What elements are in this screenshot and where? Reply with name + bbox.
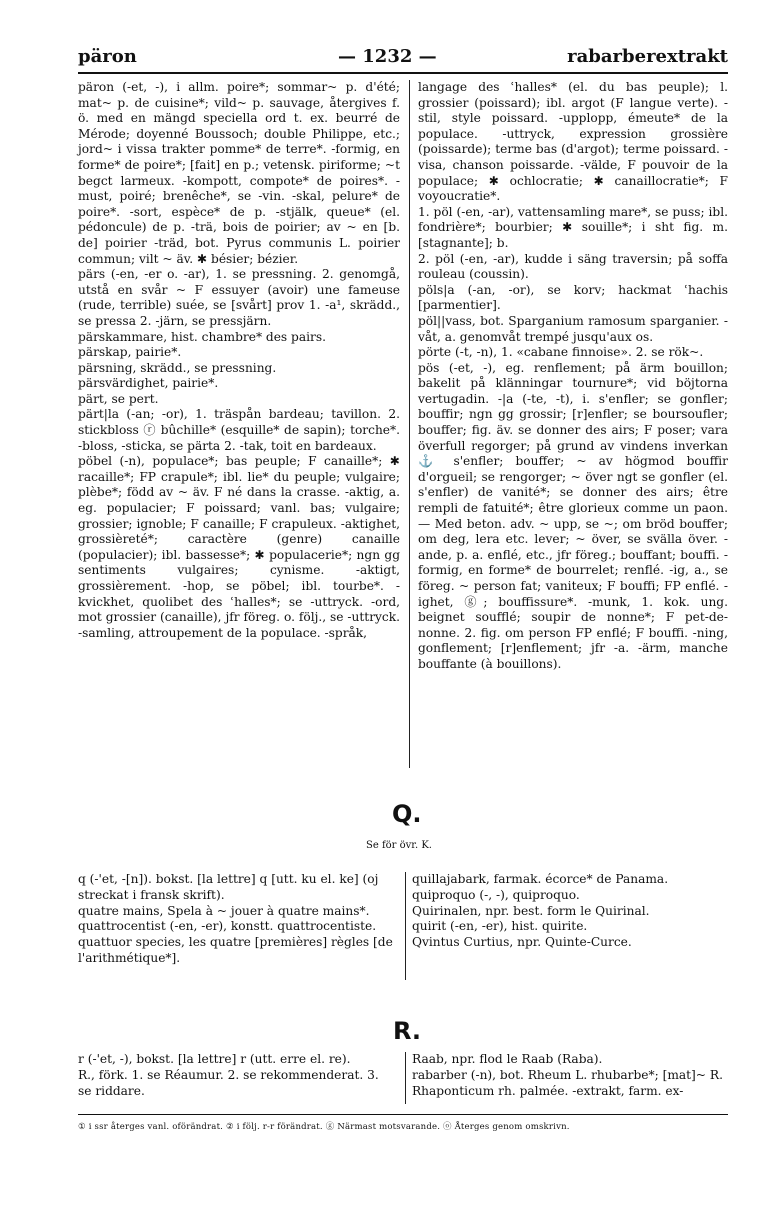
page-number: — 1232 — xyxy=(338,46,437,67)
section-q-note: Se för övr. K. xyxy=(366,840,432,851)
entry-pol-2: 2. pöl (-en, -ar), kudde i säng traversin; på soffa rouleau (coussin). xyxy=(418,251,728,282)
section-q-heading: Q. xyxy=(392,800,422,828)
entry-parskap: pärskap, pairie*. xyxy=(78,345,182,360)
footnote-rule xyxy=(78,1114,728,1115)
entry-q: q (-'et, -[n]). bokst. [la lettre] q [utt. ku el. ke] (oj streckat i fransk skrift). xyxy=(78,872,379,902)
section-r-heading: R. xyxy=(393,1017,422,1045)
entry-pars: pärs (-en, -er o. -ar), 1. se pressning. 2. genomgå, utstå en svår ~ F essuyer (avoir) une fameuse (rude, terrible) suée, se [svårt] prov 1. -a¹, skrädd., se pressa 2. -järn, se pressjärn. xyxy=(78,267,400,328)
section-q-divider xyxy=(405,872,406,980)
entry-raab: Raab, npr. flod le Raab (Raba). xyxy=(412,1052,603,1066)
header-rule xyxy=(78,72,728,74)
entry-partla: pärt|la (-an; -or), 1. träspån bardeau; tavillon. 2. stickbloss ⓡ bûchille* (esquille* de sapin); torche*. -bloss, -sticka, se pärta 2. -tak, toit en bardeaux. xyxy=(78,407,400,453)
right-column xyxy=(418,80,728,768)
entry-pobel: pöbel (-n), populace*; bas peuple; F canaille*; ✱ racaille*; FP crapule*; ibl. lie* du peuple; vulgaire; plèbe*; född av ~ äv. F né dans la crasse. -aktig, a. eg. populacier; F poissard; vanl. bas; vulgaire; grossier; ignoble; F canaille; F crapuleux. -aktighet, grossièreté*; caractère (genre) canaille (populacier); ibl. bassesse*; ✱ populacerie*; ngn gg sentiments vulgaires; cynisme. -aktigt, grossièrement. -hop, se pöbel; ibl. tourbe*. -kvickhet, quolibet des ʿhalles*; se -uttryck. -ord, mot grossier (canaille), jfr föreg. o. följ., se -uttryck. -samling, attroupement de la populace. -språk, xyxy=(78,454,400,640)
entry-quattuor-species: quattuor species, les quatre [premières] règles [de l'arithmétique*]. xyxy=(78,935,393,965)
entry-qvintus-curtius: Qvintus Curtius, npr. Quinte-Curce. xyxy=(412,935,632,950)
entry-quirit: quirit (-en, -er), hist. quirite. xyxy=(412,919,588,934)
entry-parsning: pärsning, skrädd., se pressning. xyxy=(78,360,277,375)
entry-porte: pörte (-t, -n), 1. «cabane finnoise». 2. se rök~. xyxy=(418,345,704,360)
entry-polsa: pöls|a (-an, -or), se korv; hackmat ʿhachis [parmentier]. xyxy=(418,282,728,313)
entry-rabarber: rabarber (-n), bot. Rheum L. rhubarbe*; [mat]~ R. Rhaponticum rh. palmée. -extrakt, farm. ex- xyxy=(412,1067,723,1098)
section-q-right xyxy=(412,872,728,951)
entry-quillajabark: quillajabark, farmak. écorce* de Panama. xyxy=(412,872,669,886)
entry-quatre-mains: quatre mains, Spela à ~ jouer à quatre mains*. xyxy=(78,903,370,918)
header-right-word: rabarberextrakt xyxy=(567,46,728,67)
section-r-right xyxy=(412,1052,728,1099)
entry-polvass: pöl||vass, bot. Sparganium ramosum sparganier. -våt, a. genomvåt trempé jusqu'aux os. xyxy=(418,313,728,344)
entry-pobel-cont: langage des ʿhalles* (el. du bas peuple); l. grossier (poissard); ibl. argot (F langue verte). -stil, style poissard. -upplopp, émeute* de la populace. -uttryck, expression grossière (poissarde); terme bas (d'argot); terme poissard. -visa, chanson poissarde. -välde, F pouvoir de la populace; ✱ ochlocratie; ✱ canaillocratie*; F voyoucratie*. xyxy=(418,80,728,204)
entry-quirinalen: Quirinalen, npr. best. form le Quirinal. xyxy=(412,903,650,918)
entry-pos: pös (-et, -), eg. renflement; på ärm bouillon; bakelit på klänningar tournure*; vid böjtorna vertugadin. -|a (-te, -t), i. s'enfler; se gonfler; bouffir; ngn gg grossir; [r]enfler; se boursoufler; bouffer; fig. äv. se donner des airs; F poser; vara överfull regorger; på grund av vindens inverkan ⚓ s'enfler; bouffer; ~ av högmod bouffir d'orgueil; se rengorger; ~ över ngt se gonfler (el. s'enfler) de vanité*; se donner des airs; être rempli de fatuité*; être glorieux comme un paon. — Med beton. adv. ~ upp, se ~; om bröd bouffer; om deg, lera etc. lever; ~ över, se svälla över. -ande, p. a. enflé, etc., jfr föreg.; bouffant; bouffi. -formig, en forme* de bourrelet; renflé. -ig, a., se föreg. ~ person fat; vaniteux; F bouffi; FP enflé. -ighet, ⓖ; bouffissure*. -munk, 1. kok. ung. beignet soufflé; soupir de nonne*; F pet-de-nonne. 2. fig. om person FP enflé; F bouffi. -ning, gonflement; [r]enflement; jfr -a. -ärm, manche bouffante (à bouillons). xyxy=(418,360,728,671)
entry-parsvardighet: pärsvärdighet, pairie*. xyxy=(78,376,219,391)
column-divider xyxy=(409,80,410,768)
left-column xyxy=(78,80,400,768)
section-q-left xyxy=(78,872,396,967)
entry-parskammare: pärskammare, hist. chambre* des pairs. xyxy=(78,329,326,344)
entry-r-abbrev: R., förk. 1. se Réaumur. 2. se rekommenderat. 3. se riddare. xyxy=(78,1067,379,1098)
entry-paron: päron (-et, -), i allm. poire*; sommar~ p. d'été; mat~ p. de cuisine*; vild~ p. sauvage, återgives f. ö. med en mängd speciella ord t. ex. beurré de Mérode; doyenné Boussoch; double Philippe, etc.; jord~ i vissa trakter pomme* de terre*. -formig, en forme* de poire*; [fait] en p.; vetensk. piriforme; ~t begct larmeux. -kompott, compote* de poires*. -must, poiré; brenêche*, se -vin. -skal, pelure* de poire*. -sort, espèce* de p. -stjälk, queue* (el. pédoncule) de p. -trä, bois de poirier; av ~ en [b. de] poirier -träd, bot. Pyrus communis L. poirier commun; vilt ~ äv. ✱ bésier; bézier. xyxy=(78,80,400,266)
entry-quattrocentist: quattrocentist (-en, -er), konstt. quattrocentiste. xyxy=(78,919,377,934)
section-r-divider xyxy=(405,1052,406,1104)
section-r-left xyxy=(78,1052,396,1099)
header-left-word: päron xyxy=(78,46,137,67)
footnote-legend: ① i ssr återges vanl. oförändrat. ② i följ. r-r förändrat. ⓖ Närmast motsvarande. ⓞ Återges genom omskrivn. xyxy=(78,1122,570,1132)
entry-r: r (-'et, -), bokst. [la lettre] r (utt. erre el. re). xyxy=(78,1052,351,1066)
entry-part: pärt, se pert. xyxy=(78,391,159,406)
entry-quiproquo: quiproquo (-, -), quiproquo. xyxy=(412,887,580,902)
entry-pol-1: 1. pöl (-en, -ar), vattensamling mare*, se puss; ibl. fondrière*; bourbier; ✱ souille*; i sht fig. m. [stagnante]; b. xyxy=(418,204,728,250)
page-header xyxy=(78,46,728,70)
